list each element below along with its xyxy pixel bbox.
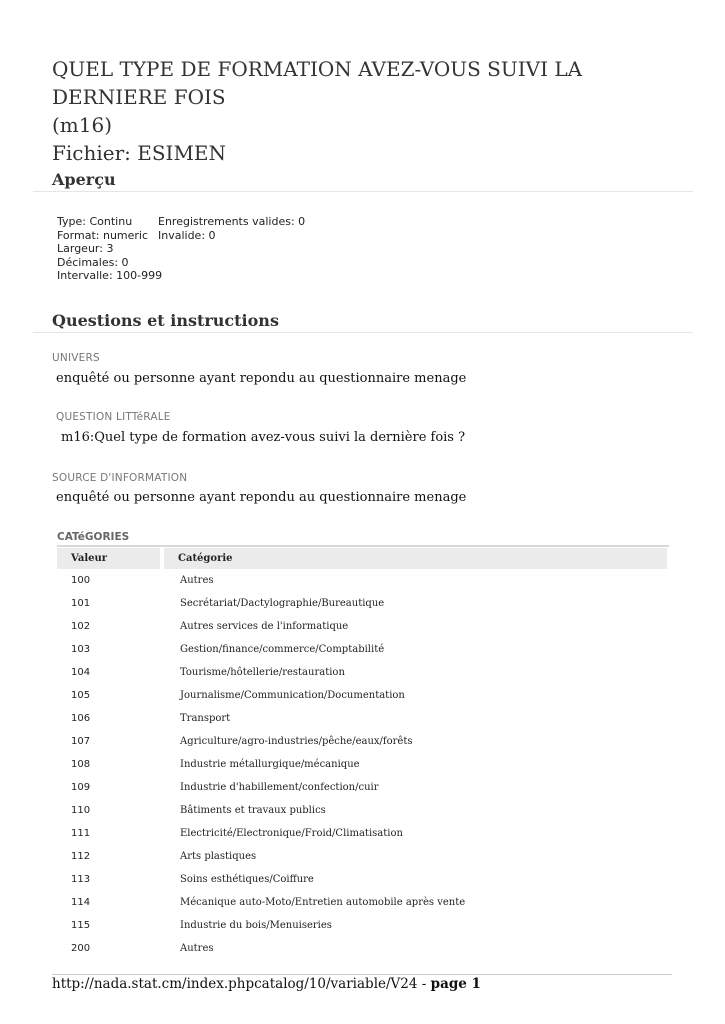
category-value: 200	[71, 943, 91, 954]
categories-table	[57, 548, 667, 960]
univers-text: enquêté ou personne ayant repondu au questionnaire menage	[56, 371, 467, 386]
question-label: QUESTION LITTéRALE	[56, 411, 171, 423]
overview-format: Format: numeric	[57, 228, 149, 242]
category-label: Arts plastiques	[180, 851, 257, 862]
question-text: m16:Quel type de formation avez-vous suivi la dernière fois ?	[61, 430, 466, 445]
overview-heading: Aperçu	[52, 170, 116, 189]
table-row	[57, 592, 667, 615]
category-value: 106	[71, 713, 91, 724]
categories-header-row	[57, 548, 667, 569]
title-line-2: (m16)	[52, 113, 113, 137]
category-label: Industrie du bois/Menuiseries	[180, 920, 332, 931]
header-value: Valeur	[57, 548, 162, 569]
table-row	[57, 868, 667, 891]
page-footer	[52, 976, 481, 992]
categories-title: CATéGORIES	[57, 531, 130, 543]
category-label: Autres services de l'informatique	[180, 621, 349, 632]
table-row	[57, 937, 667, 960]
category-label: Transport	[180, 713, 231, 724]
questions-heading: Questions et instructions	[52, 311, 279, 330]
category-value: 101	[71, 598, 91, 609]
category-label: Soins esthétiques/Coiffure	[180, 874, 314, 885]
category-value: 104	[71, 667, 91, 678]
source-label: SOURCE D'INFORMATION	[52, 472, 188, 484]
overview-divider	[33, 191, 693, 192]
footer-page-number: page 1	[430, 976, 481, 992]
category-value: 110	[71, 805, 91, 816]
table-row	[57, 891, 667, 914]
category-label: Secrétariat/Dactylographie/Bureautique	[180, 598, 385, 609]
category-value: 103	[71, 644, 91, 655]
category-label: Industrie métallurgique/mécanique	[180, 759, 360, 770]
categories-divider	[57, 545, 669, 547]
category-label: Tourisme/hôtellerie/restauration	[180, 667, 345, 678]
table-row	[57, 822, 667, 845]
category-label: Mécanique auto-Moto/Entretien automobile après vente	[180, 897, 466, 908]
category-label: Agriculture/agro-industries/pêche/eaux/forêts	[180, 736, 413, 747]
category-value: 111	[71, 828, 91, 839]
category-label: Bâtiments et travaux publics	[180, 805, 326, 816]
category-value: 115	[71, 920, 91, 931]
overview-valid-records: Enregistrements valides: 0	[158, 215, 306, 228]
table-row	[57, 914, 667, 937]
table-row	[57, 845, 667, 868]
table-row	[57, 569, 667, 592]
footer-separator: -	[417, 976, 431, 992]
category-label: Electricité/Electronique/Froid/Climatisation	[180, 828, 403, 839]
univers-label: UNIVERS	[52, 352, 100, 364]
table-row	[57, 799, 667, 822]
category-value: 107	[71, 736, 91, 747]
page-title	[52, 55, 692, 167]
category-value: 112	[71, 851, 91, 862]
table-row	[57, 776, 667, 799]
category-value: 100	[71, 575, 91, 586]
category-label: Journalisme/Communication/Documentation	[180, 690, 405, 701]
categories-body	[57, 569, 667, 960]
overview-decimals: Décimales: 0	[57, 255, 129, 269]
category-label: Industrie d'habillement/confection/cuir	[180, 782, 379, 793]
overview-type: Type: Continu	[57, 215, 133, 228]
category-label: Autres	[180, 943, 214, 954]
title-line-3: Fichier: ESIMEN	[52, 141, 227, 165]
overview-invalid: Invalide: 0	[158, 228, 216, 242]
title-line-1: QUEL TYPE DE FORMATION AVEZ-VOUS SUIVI LA DERNIERE FOIS	[52, 57, 583, 109]
table-row	[57, 615, 667, 638]
category-value: 105	[71, 690, 91, 701]
footer-url: http://nada.stat.cm/index.phpcatalog/10/variable/V24	[52, 976, 418, 992]
overview-right-column	[158, 215, 305, 242]
source-text: enquêté ou personne ayant repondu au questionnaire menage	[56, 490, 467, 505]
category-value: 114	[71, 897, 91, 908]
table-row	[57, 707, 667, 730]
table-row	[57, 638, 667, 661]
footer-divider	[52, 974, 672, 975]
category-value: 113	[71, 874, 91, 885]
category-label: Gestion/finance/commerce/Comptabilité	[180, 644, 385, 655]
questions-divider	[33, 332, 693, 333]
table-row	[57, 684, 667, 707]
category-label: Autres	[180, 575, 214, 586]
overview-width: Largeur: 3	[57, 242, 114, 255]
category-value: 108	[71, 759, 91, 770]
table-row	[57, 730, 667, 753]
header-category: Catégorie	[162, 548, 667, 569]
overview-left-column	[57, 215, 162, 283]
overview-range: Intervalle: 100-999	[57, 269, 163, 282]
table-row	[57, 661, 667, 684]
category-value: 102	[71, 621, 91, 632]
category-value: 109	[71, 782, 91, 793]
table-row	[57, 753, 667, 776]
